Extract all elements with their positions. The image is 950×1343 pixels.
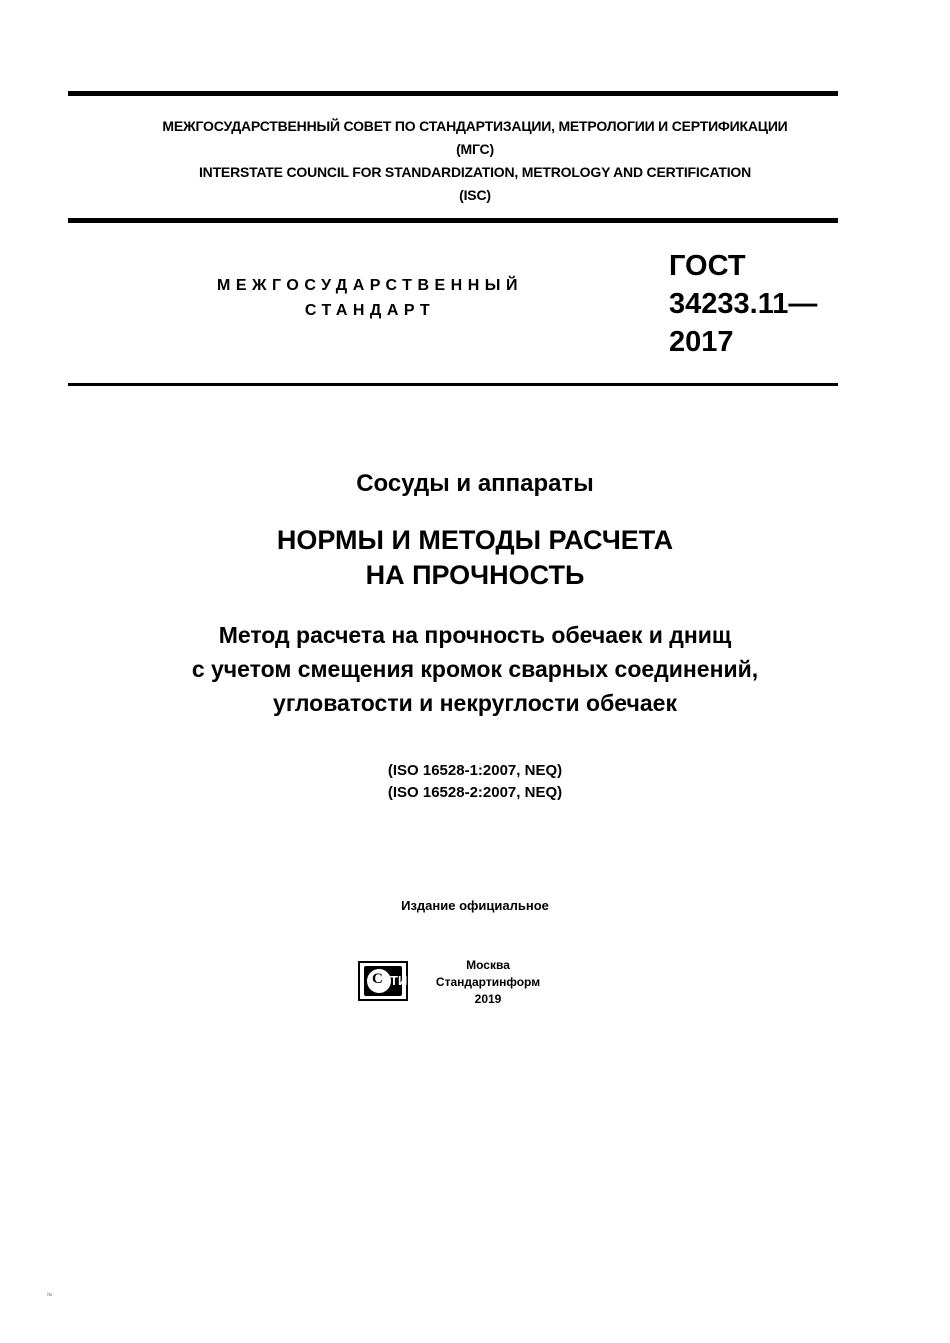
corner-mark: № xyxy=(47,1292,53,1298)
publisher-name: Стандартинформ xyxy=(435,975,541,989)
iso-references xyxy=(0,760,950,804)
main-title-line2: НА ПРОЧНОСТЬ xyxy=(365,560,585,590)
council-en-abbr: (ISC) xyxy=(459,187,491,203)
designation-number: 34233.11— xyxy=(669,288,818,320)
logo-letters: ТИ xyxy=(390,973,408,988)
iso-reference-1: (ISO 16528-1:2007, NEQ) xyxy=(387,762,563,779)
standard-type-line1: МЕЖГОСУДАРСТВЕННЫЙ xyxy=(217,277,523,294)
council-header xyxy=(0,115,950,207)
council-ru-abbr: (МГС) xyxy=(456,141,494,157)
subtitle-line3: угловатости и некруглости обечаек xyxy=(273,690,677,716)
edition-note: Издание официальное xyxy=(401,898,549,913)
standartinform-logo-icon xyxy=(358,961,408,1001)
subtitle-line2: с учетом смещения кромок сварных соединений, xyxy=(191,656,759,682)
logo-letter: С xyxy=(372,971,382,987)
designation-year: 2017 xyxy=(669,326,734,358)
standard-type-line2: СТАНДАРТ xyxy=(304,302,436,319)
publisher-year: 2019 xyxy=(474,992,502,1006)
top-rule xyxy=(68,91,838,96)
main-title xyxy=(0,523,950,593)
title-group: Сосуды и аппараты xyxy=(356,470,594,497)
standard-designation xyxy=(669,247,869,361)
iso-reference-2: (ISO 16528-2:2007, NEQ) xyxy=(387,784,563,801)
publisher-city: Москва xyxy=(466,958,510,972)
council-en-name: INTERSTATE COUNCIL FOR STANDARDIZATION, METROLOGY AND CERTIFICATION xyxy=(198,164,752,180)
standard-type xyxy=(190,277,550,320)
publisher-info xyxy=(418,957,558,1008)
designation-rule xyxy=(68,383,838,386)
designation-prefix: ГОСТ xyxy=(669,250,746,282)
subtitle xyxy=(0,618,950,720)
main-title-line1: НОРМЫ И МЕТОДЫ РАСЧЕТА xyxy=(276,525,674,555)
subtitle-line1: Метод расчета на прочность обечаек и днищ xyxy=(218,622,732,648)
council-ru-name: МЕЖГОСУДАРСТВЕННЫЙ СОВЕТ ПО СТАНДАРТИЗАЦИИ, МЕТРОЛОГИИ И СЕРТИФИКАЦИИ xyxy=(162,118,788,134)
header-rule xyxy=(68,218,838,223)
